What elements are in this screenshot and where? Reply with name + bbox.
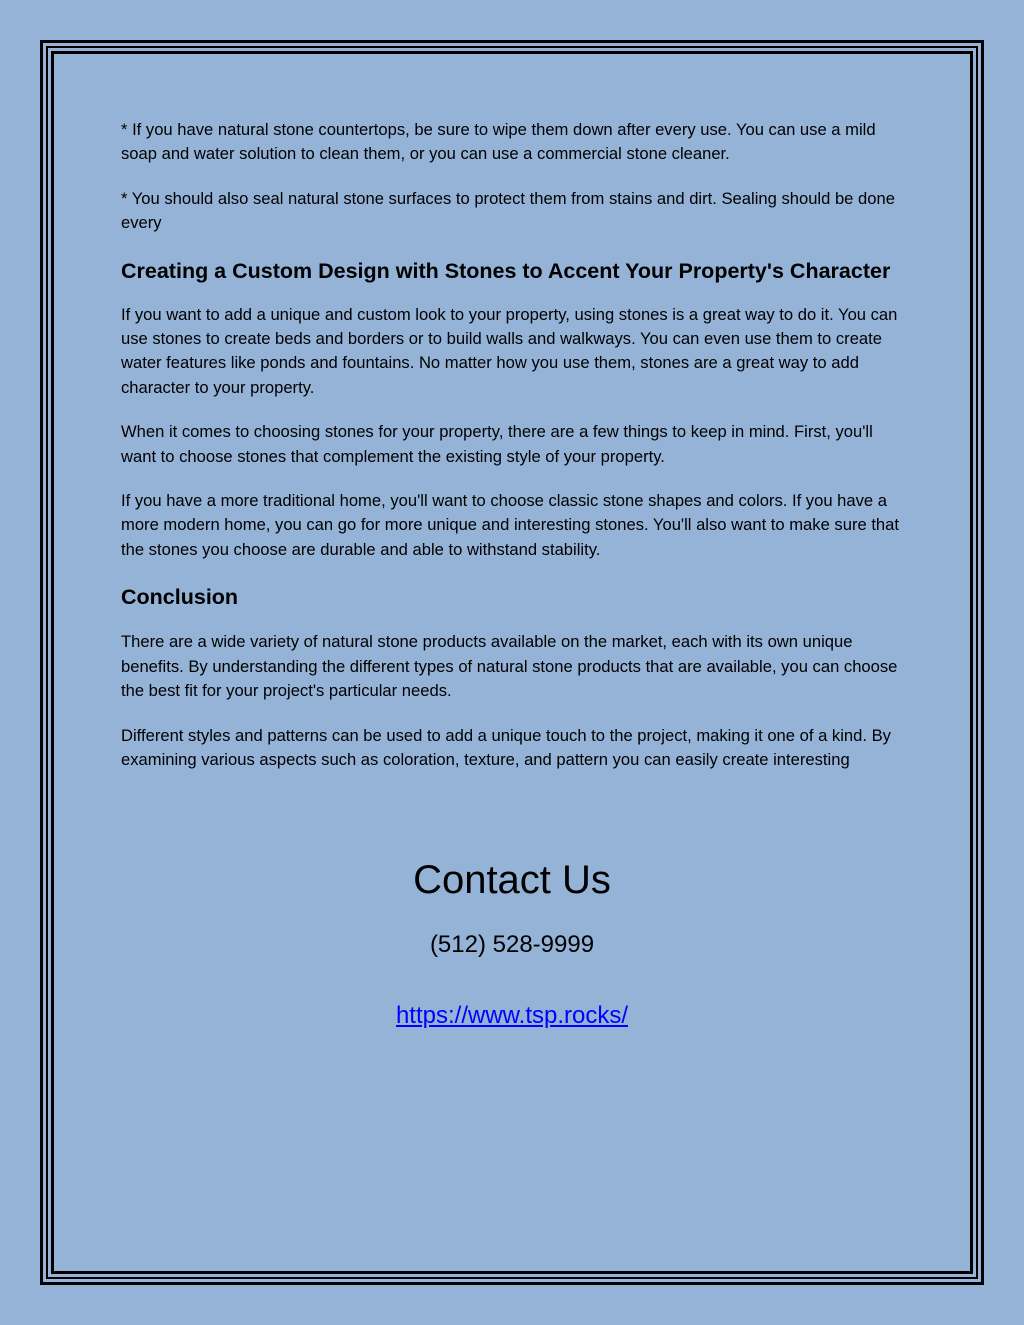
heading-conclusion: Conclusion [121,585,239,610]
paragraph-sealing: * You should also seal natural stone surfaces to protect them from stains and dirt. Sealing should be done every [121,188,895,233]
heading-custom-design: Creating a Custom Design with Stones to Accent Your Property's Character [121,258,891,283]
paragraph-variety: There are a wide variety of natural stone products available on the market, each with its own unique benefits. By understanding the different types of natural stone products that are available, you can choose the best fit for your project's particular needs. [121,632,898,701]
paragraph-countertops: * If you have natural stone countertops, be sure to wipe them down after every use. You can use a mild soap and water solution to clean them, or you can use a commercial stone cleaner. [121,120,876,164]
paragraph-home-style: If you have a more traditional home, you'll want to choose classic stone shapes and colors. If you have a more modern home, you can go for more unique and interesting stones. You'll also want to make sure that the stones you choose are durable and able to withstand stability. [121,491,899,559]
contact-link-row [0,1002,1024,1030]
paragraph-custom-look: If you want to add a unique and custom look to your property, using stones is a great way to do it. You can use stones to create beds and borders or to build walls and walkways. You can even use them to create water features like ponds and fountains. No matter how you use them, stones are a great way to add character to your property. [121,304,898,397]
website-link[interactable]: https://www.tsp.rocks/ [395,1002,629,1029]
paragraph-styles-patterns: Different styles and patterns can be used to add a unique touch to the project, making it one of a kind. By examining various aspects such as coloration, texture, and pattern you can easily create interesting [121,725,891,769]
contact-phone: (512) 528-9999 [429,931,595,958]
contact-title: Contact Us [413,858,611,902]
paragraph-choosing-stones: When it comes to choosing stones for your property, there are a few things to keep in mind. First, you'll want to choose stones that complement the existing style of your property. [121,422,873,466]
document-body [121,118,911,792]
